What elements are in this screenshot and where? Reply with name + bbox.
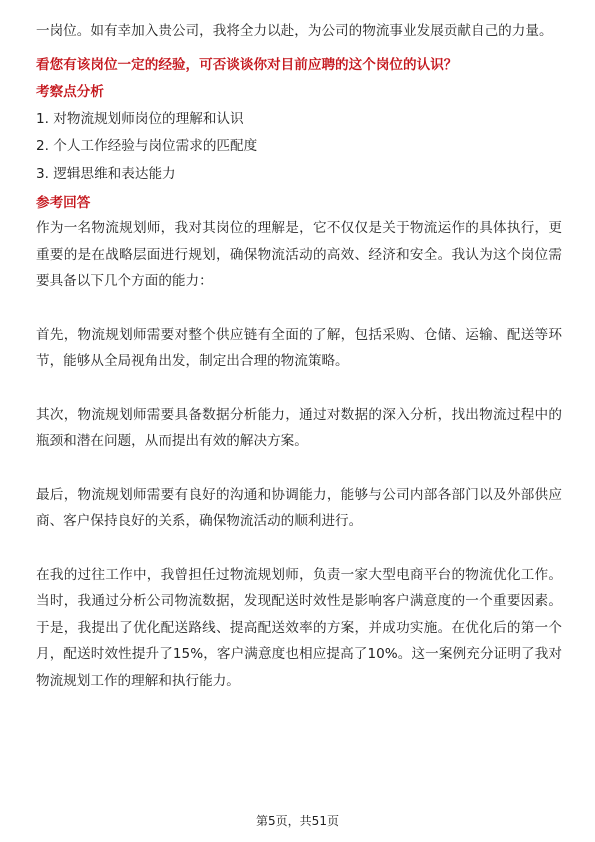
page-number-footer: 第5页，共51页 bbox=[256, 814, 339, 828]
analysis-item: 1. 对物流规划师岗位的理解和认识 bbox=[36, 110, 244, 127]
page-content bbox=[36, 18, 562, 694]
analysis-list bbox=[36, 106, 562, 189]
answer-paragraph: 最后，物流规划师需要有良好的沟通和协调能力，能够与公司内部各部门以及外部供应商、客户保持良好的关系，确保物流活动的顺利进行。 bbox=[36, 486, 562, 529]
analysis-heading: 考察点分析 bbox=[36, 83, 104, 100]
answer-heading: 参考回答 bbox=[36, 195, 91, 211]
interview-question: 看您有该岗位一定的经验，可否谈谈你对目前应聘的这个岗位的认识？ bbox=[36, 56, 458, 73]
answer-paragraph: 首先，物流规划师需要对整个供应链有全面的了解，包括采购、仓储、运输、配送等环节，能够从全局视角出发，制定出合理的物流策略。 bbox=[36, 326, 562, 369]
analysis-item: 3. 逻辑思维和表达能力 bbox=[36, 165, 176, 182]
answer-paragraph: 在我的过往工作中，我曾担任过物流规划师，负责一家大型电商平台的物流优化工作。当时，我通过分析公司物流数据，发现配送时效性是影响客户满意度的一个重要因素。于是，我提出了优化配送路线、提高配送效率的方案，并成功实施。在优化后的第一个月，配送时效性提升了15%，客户满意度也相应提高了10%。这一案例充分证明了我对物流规划工作的理解和执行能力。 bbox=[36, 566, 562, 689]
answer-paragraph: 其次，物流规划师需要具备数据分析能力，通过对数据的深入分析，找出物流过程中的瓶颈和潜在问题，从而提出有效的解决方案。 bbox=[36, 406, 562, 449]
intro-paragraph: 一岗位。如有幸加入贵公司，我将全力以赴，为公司的物流事业发展贡献自己的力量。 bbox=[36, 23, 553, 39]
answer-paragraph: 作为一名物流规划师，我对其岗位的理解是，它不仅仅是关于物流运作的具体执行，更重要的是在战略层面进行规划，确保物流活动的高效、经济和安全。我认为这个岗位需要具备以下几个方面的能力： bbox=[36, 220, 562, 289]
analysis-item: 2. 个人工作经验与岗位需求的匹配度 bbox=[36, 138, 258, 154]
